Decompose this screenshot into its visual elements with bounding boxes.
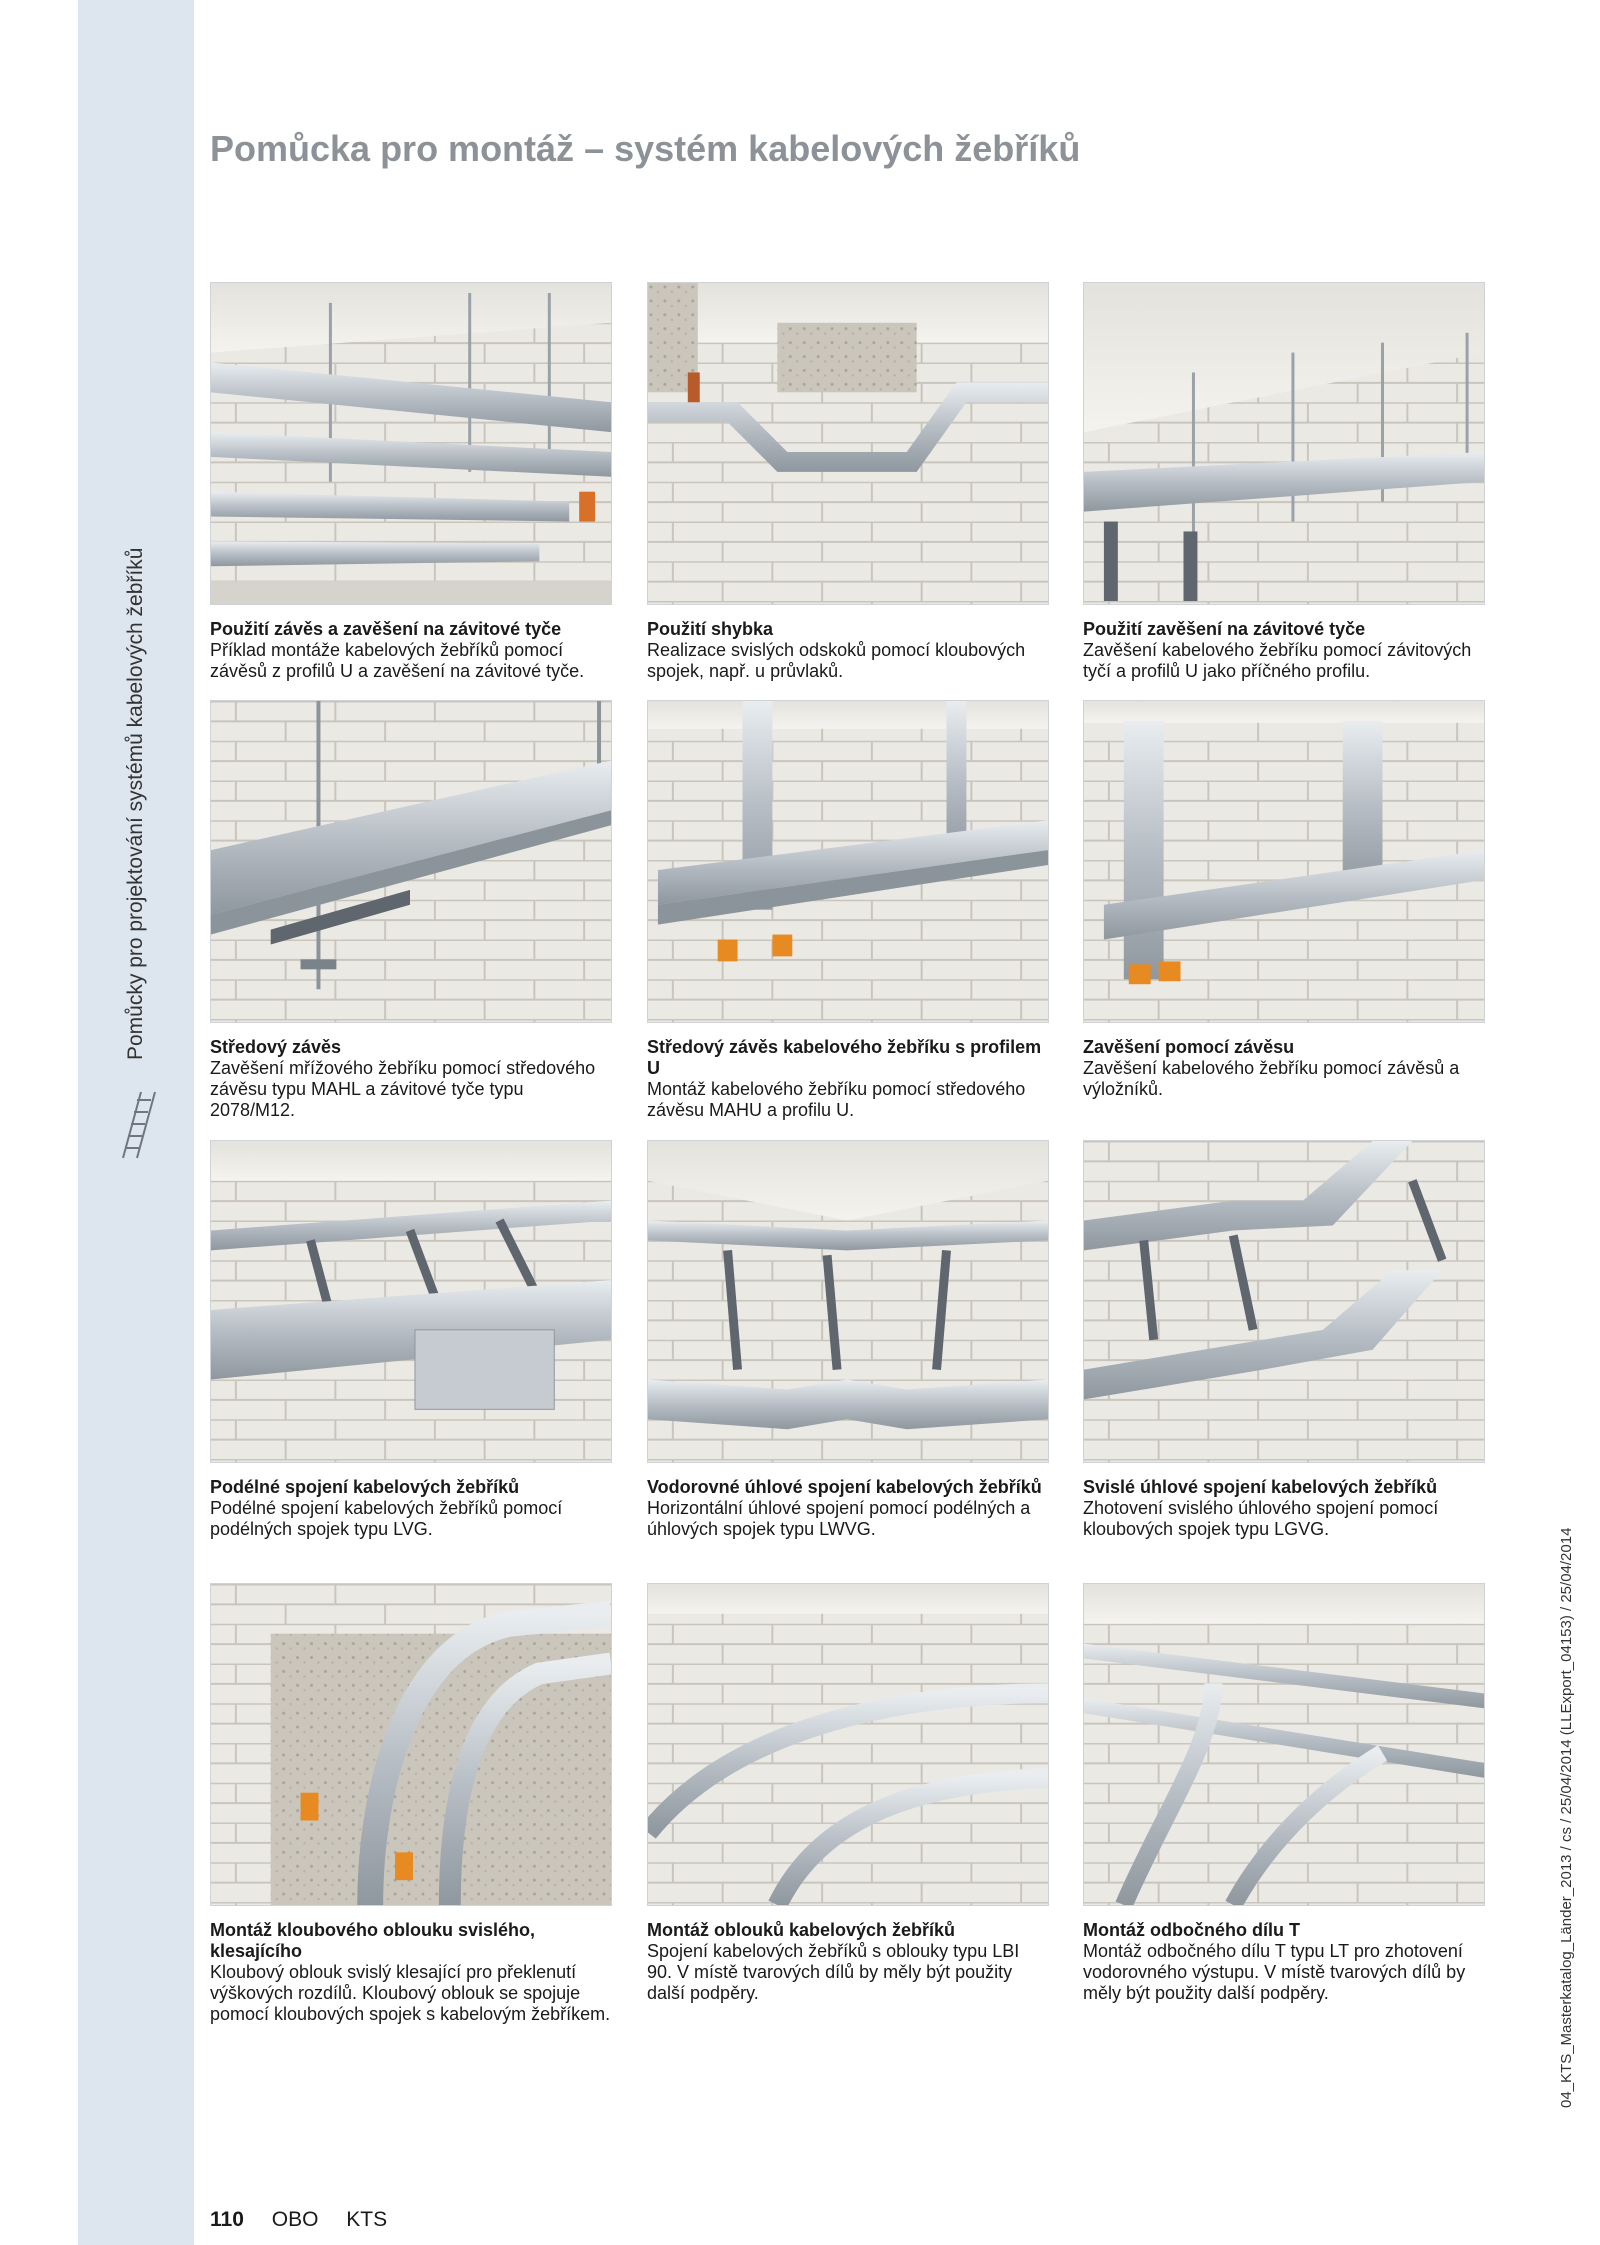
page-number: 110 (210, 2208, 244, 2231)
item-title: Svislé úhlové spojení kabelových žebříků (1083, 1477, 1438, 1497)
item-title: Montáž odbočného dílu T (1083, 1920, 1300, 1940)
item-card-9 (1083, 1140, 1485, 1540)
item-title: Montáž oblouků kabelových žebříků (647, 1920, 956, 1940)
photo-longitudinal-connector (210, 1140, 612, 1463)
item-card-10 (210, 1583, 612, 2025)
item-description: Zavěšení kabelového žebříku pomocí závitových tyčí a profilů U jako příčného profilu. (1083, 640, 1472, 681)
item-description: Montáž odbočného dílu T typu LT pro zhotovení vodorovného výstupu. V místě tvarových dílů by měly být použity další podpěry. (1083, 1941, 1466, 2003)
item-card-3 (1083, 282, 1485, 682)
item-title: Zavěšení pomocí závěsu (1083, 1037, 1295, 1057)
item-card-11 (647, 1583, 1049, 2004)
photo-threaded-rod-hanging (1083, 282, 1485, 605)
photo-horizontal-angle-connector (647, 1140, 1049, 1463)
item-title: Podélné spojení kabelových žebříků (210, 1477, 520, 1497)
photo-tee-piece-lt (1083, 1583, 1485, 1906)
item-description: Kloubový oblouk svislý klesající pro překlenutí výškových rozdílů. Kloubový oblouk se spojuje pomocí kloubových spojek s kabelovým žebříkem. (210, 1962, 611, 2024)
item-card-6 (1083, 700, 1485, 1100)
item-description: Podélné spojení kabelových žebříků pomocí podélných spojek typu LVG. (210, 1498, 563, 1539)
item-card-4 (210, 700, 612, 1121)
brand-name: OBO (271, 2208, 319, 2231)
item-description: Realizace svislých odskoků pomocí kloubových spojek, např. u průvlaků. (647, 640, 1026, 681)
photo-threaded-rod-suspension (210, 282, 612, 605)
item-title: Vodorovné úhlové spojení kabelových žebříků (647, 1477, 1042, 1497)
item-card-2 (647, 282, 1049, 682)
item-card-12 (1083, 1583, 1485, 2004)
item-title: Použití zavěšení na závitové tyče (1083, 619, 1366, 639)
page-title: Pomůcka pro montáž – systém kabelových žebříků (210, 128, 1081, 169)
item-description: Příklad montáže kabelových žebříků pomocí závěsů z profilů U a zavěšení na závitové tyče. (210, 640, 585, 681)
item-title: Montáž kloubového oblouku svislého, klesajícího (210, 1920, 536, 1961)
item-description: Spojení kabelových žebříků s oblouky typu LBI 90. V místě tvarových dílů by měly být použity další podpěry. (647, 1941, 1020, 2003)
item-description: Zavěšení mřížového žebříku pomocí středového závěsu typu MAHL a závitové tyče typu 2078/M12. (210, 1058, 596, 1120)
page-footer (210, 2208, 387, 2232)
section-name: KTS (346, 2208, 388, 2231)
item-title: Středový závěs kabelového žebříku s profilem U (647, 1037, 1042, 1078)
item-description: Horizontální úhlové spojení pomocí podélných a úhlových spojek typu LWVG. (647, 1498, 1031, 1539)
side-section-label: Pomůcky pro projektování systémů kabelových žebříků (124, 547, 147, 1060)
photo-ladder-bend-lbi (647, 1583, 1049, 1906)
cable-ladder-icon (115, 1088, 167, 1160)
photo-offset-bend (647, 282, 1049, 605)
item-card-8 (647, 1140, 1049, 1540)
item-title: Použití shybka (647, 619, 774, 639)
photo-central-hanger-mahu (647, 700, 1049, 1023)
photo-vertical-angle-connector (1083, 1140, 1485, 1463)
item-card-7 (210, 1140, 612, 1540)
photo-bracket-hanging (1083, 700, 1485, 1023)
item-title: Středový závěs (210, 1037, 342, 1057)
item-description: Montáž kabelového žebříku pomocí středového závěsu MAHU a profilu U. (647, 1079, 1026, 1120)
item-card-1 (210, 282, 612, 682)
item-card-5 (647, 700, 1049, 1121)
photo-central-hanger-mahl (210, 700, 612, 1023)
catalog-reference: 04_KTS_Masterkatalog_Länder_2013 / cs / 25/04/2014 (LLExport_04153) / 25/04/2014 (1558, 1527, 1575, 2108)
item-description: Zavěšení kabelového žebříku pomocí závěsů a výložníků. (1083, 1058, 1460, 1099)
item-title: Použití závěs a zavěšení na závitové tyče (210, 619, 562, 639)
item-description: Zhotovení svislého úhlového spojení pomocí kloubových spojek typu LGVG. (1083, 1498, 1439, 1539)
photo-vertical-hinged-bend (210, 1583, 612, 1906)
